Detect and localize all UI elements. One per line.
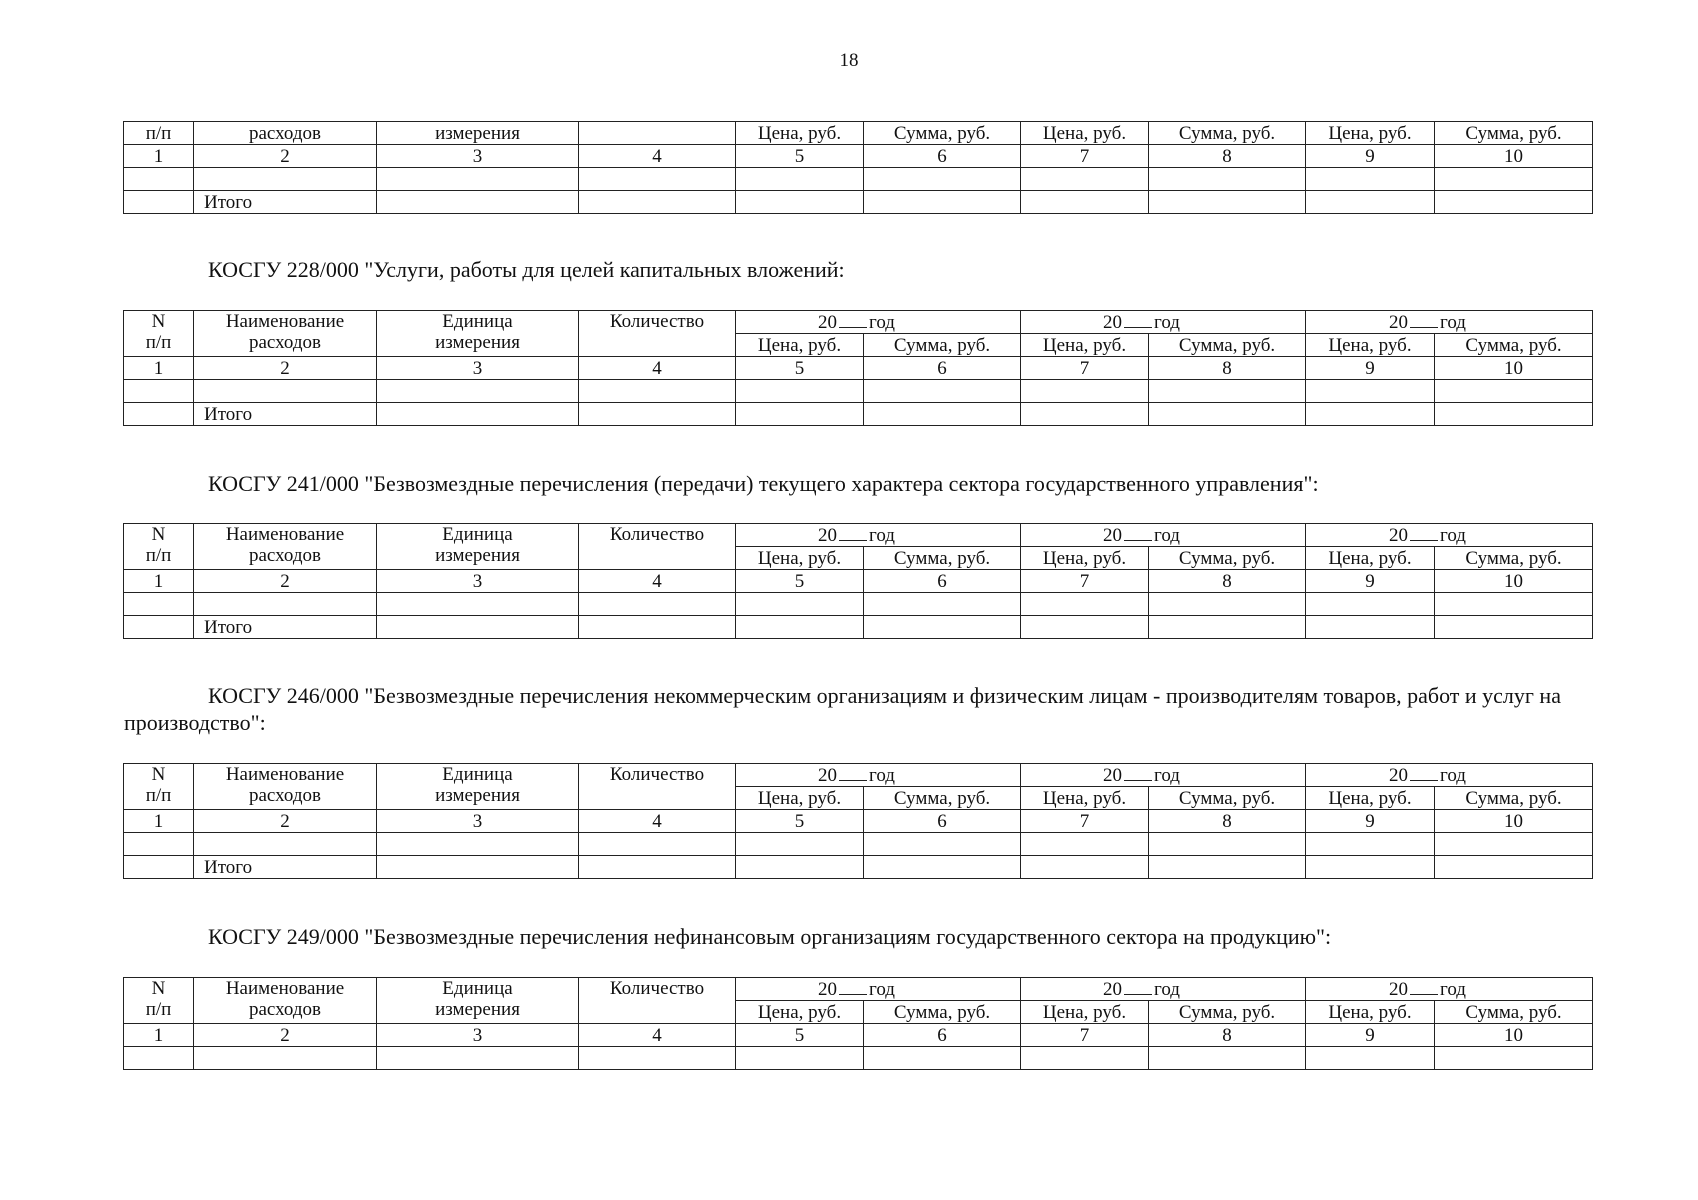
year-blank xyxy=(839,526,867,541)
empty-cell xyxy=(1149,856,1306,879)
column-number: 5 xyxy=(736,357,864,380)
empty-cell xyxy=(864,833,1021,856)
empty-cell xyxy=(1435,856,1593,879)
header-row xyxy=(124,122,1593,145)
empty-cell xyxy=(1021,616,1149,639)
column-number: 6 xyxy=(864,357,1021,380)
header-price: Цена, руб. xyxy=(1306,1001,1435,1024)
cost-table xyxy=(123,977,1593,1070)
header-unit xyxy=(377,764,579,810)
empty-row xyxy=(124,833,1593,856)
year-prefix: 20 xyxy=(818,524,837,546)
empty-cell xyxy=(579,403,736,426)
year-blank xyxy=(839,766,867,781)
header-qty: Количество xyxy=(579,764,736,810)
empty-cell xyxy=(377,403,579,426)
year-suffix: год xyxy=(869,764,895,786)
header-name-line1: Наименование xyxy=(225,311,345,332)
empty-cell xyxy=(864,168,1021,191)
column-number: 9 xyxy=(1306,570,1435,593)
total-row xyxy=(124,616,1593,639)
header-unit: измерения xyxy=(377,122,579,145)
total-row xyxy=(124,856,1593,879)
header-qty: Количество xyxy=(579,311,736,357)
column-number: 10 xyxy=(1435,357,1593,380)
header-unit-line2: измерения xyxy=(435,545,520,566)
section-heading: КОСГУ 249/000 "Безвозмездные перечисления нефинансовым организациям государственного сектора на продукцию": xyxy=(208,924,1332,949)
header-pp-label: п/п xyxy=(145,999,172,1020)
column-number: 3 xyxy=(377,145,579,168)
column-number: 4 xyxy=(579,810,736,833)
header-price: Цена, руб. xyxy=(1306,334,1435,357)
empty-cell xyxy=(1021,833,1149,856)
header-price: Цена, руб. xyxy=(1021,787,1149,810)
empty-cell xyxy=(1435,593,1593,616)
year-blank xyxy=(839,980,867,995)
header-name-line2: расходов xyxy=(249,785,321,806)
header-sum: Сумма, руб. xyxy=(864,334,1021,357)
empty-cell xyxy=(124,593,194,616)
empty-row xyxy=(124,380,1593,403)
empty-cell xyxy=(124,168,194,191)
header-name: расходов xyxy=(194,122,377,145)
empty-cell xyxy=(194,593,377,616)
empty-cell xyxy=(377,833,579,856)
year-prefix: 20 xyxy=(1389,524,1408,546)
header-sum: Сумма, руб. xyxy=(864,1001,1021,1024)
year-prefix: 20 xyxy=(818,764,837,786)
header-sum: Сумма, руб. xyxy=(864,547,1021,570)
year-prefix: 20 xyxy=(818,978,837,1000)
header-year xyxy=(1306,524,1593,547)
header-unit-line1: Единица xyxy=(442,524,513,545)
header-row xyxy=(124,524,1593,547)
empty-cell xyxy=(1021,856,1149,879)
section-heading: КОСГУ 246/000 "Безвозмездные перечисления некоммерческим организациям и физическим лицам - производителям товаров, работ и услуг на производство": xyxy=(124,683,1561,735)
header-unit xyxy=(377,978,579,1024)
empty-cell xyxy=(1149,593,1306,616)
column-number: 9 xyxy=(1306,810,1435,833)
total-label: Итого xyxy=(194,191,377,214)
header-price: Цена, руб. xyxy=(1021,1001,1149,1024)
year-prefix: 20 xyxy=(1103,524,1122,546)
empty-cell xyxy=(124,833,194,856)
empty-cell xyxy=(1306,168,1435,191)
empty-cell xyxy=(194,380,377,403)
header-sum: Сумма, руб. xyxy=(1435,547,1593,570)
header-n xyxy=(124,764,194,810)
year-suffix: год xyxy=(1154,524,1180,546)
empty-cell xyxy=(1306,403,1435,426)
empty-cell xyxy=(579,856,736,879)
header-sum: Сумма, руб. xyxy=(1149,547,1306,570)
empty-cell xyxy=(1021,593,1149,616)
header-name xyxy=(194,978,377,1024)
header-sum: Сумма, руб. xyxy=(1149,787,1306,810)
header-pp-label: п/п xyxy=(145,332,172,353)
empty-cell xyxy=(194,1047,377,1070)
empty-cell xyxy=(377,168,579,191)
column-number: 5 xyxy=(736,1024,864,1047)
total-label: Итого xyxy=(194,616,377,639)
header-n-label: N xyxy=(151,311,166,332)
empty-cell xyxy=(736,1047,864,1070)
empty-cell xyxy=(1306,191,1435,214)
column-number: 7 xyxy=(1021,1024,1149,1047)
empty-cell xyxy=(124,1047,194,1070)
empty-row xyxy=(124,168,1593,191)
year-blank xyxy=(1124,526,1152,541)
empty-cell xyxy=(1435,833,1593,856)
year-suffix: год xyxy=(1440,311,1466,333)
empty-cell xyxy=(864,191,1021,214)
empty-cell xyxy=(579,833,736,856)
total-row xyxy=(124,191,1593,214)
header-sum: Сумма, руб. xyxy=(864,787,1021,810)
total-row xyxy=(124,403,1593,426)
year-prefix: 20 xyxy=(1103,311,1122,333)
empty-cell xyxy=(1149,833,1306,856)
year-suffix: год xyxy=(1440,764,1466,786)
column-number: 6 xyxy=(864,145,1021,168)
empty-cell xyxy=(194,168,377,191)
header-name-line1: Наименование xyxy=(225,764,345,785)
header-unit xyxy=(377,524,579,570)
column-number: 6 xyxy=(864,570,1021,593)
empty-cell xyxy=(736,380,864,403)
header-sum: Сумма, руб. xyxy=(1435,334,1593,357)
header-pp-label: п/п xyxy=(145,545,172,566)
header-row xyxy=(124,978,1593,1001)
column-number: 3 xyxy=(377,570,579,593)
column-number: 7 xyxy=(1021,570,1149,593)
empty-cell xyxy=(1021,191,1149,214)
column-number: 3 xyxy=(377,1024,579,1047)
empty-cell xyxy=(579,616,736,639)
header-name xyxy=(194,524,377,570)
column-number: 1 xyxy=(124,145,194,168)
header-qty xyxy=(579,122,736,145)
column-number-row xyxy=(124,810,1593,833)
header-name-line1: Наименование xyxy=(225,524,345,545)
header-year xyxy=(736,311,1021,334)
empty-cell xyxy=(377,1047,579,1070)
section-heading: КОСГУ 241/000 "Безвозмездные перечисления (передачи) текущего характера сектора государственного управления": xyxy=(208,471,1319,496)
empty-cell xyxy=(579,593,736,616)
column-number-row xyxy=(124,1024,1593,1047)
empty-cell xyxy=(124,191,194,214)
empty-cell xyxy=(736,616,864,639)
header-sum: Сумма, руб. xyxy=(1435,787,1593,810)
header-qty: Количество xyxy=(579,524,736,570)
column-number-row xyxy=(124,145,1593,168)
header-unit-line2: измерения xyxy=(435,332,520,353)
header-unit-line1: Единица xyxy=(442,978,513,999)
empty-cell xyxy=(194,833,377,856)
empty-cell xyxy=(864,380,1021,403)
year-suffix: год xyxy=(869,978,895,1000)
year-prefix: 20 xyxy=(1103,978,1122,1000)
total-label: Итого xyxy=(194,856,377,879)
header-n-label: N xyxy=(151,764,166,785)
header-row xyxy=(124,764,1593,787)
header-qty: Количество xyxy=(579,978,736,1024)
empty-cell xyxy=(579,168,736,191)
empty-cell xyxy=(377,191,579,214)
header-year xyxy=(1306,311,1593,334)
empty-cell xyxy=(1021,1047,1149,1070)
column-number: 4 xyxy=(579,145,736,168)
year-suffix: год xyxy=(869,524,895,546)
empty-cell xyxy=(1306,1047,1435,1070)
empty-cell xyxy=(1435,616,1593,639)
header-price: Цена, руб. xyxy=(736,334,864,357)
column-number: 10 xyxy=(1435,570,1593,593)
header-unit-line1: Единица xyxy=(442,764,513,785)
header-sum: Сумма, руб. xyxy=(1149,122,1306,145)
empty-cell xyxy=(124,403,194,426)
empty-cell xyxy=(864,403,1021,426)
header-price: Цена, руб. xyxy=(1306,547,1435,570)
header-price: Цена, руб. xyxy=(736,787,864,810)
column-number: 9 xyxy=(1306,145,1435,168)
empty-cell xyxy=(1306,856,1435,879)
empty-cell xyxy=(579,1047,736,1070)
header-name-line2: расходов xyxy=(249,332,321,353)
year-prefix: 20 xyxy=(1103,764,1122,786)
column-number: 1 xyxy=(124,1024,194,1047)
column-number: 8 xyxy=(1149,1024,1306,1047)
column-number: 2 xyxy=(194,145,377,168)
column-number: 2 xyxy=(194,810,377,833)
empty-cell xyxy=(1435,191,1593,214)
header-price: Цена, руб. xyxy=(1306,787,1435,810)
year-suffix: год xyxy=(1154,764,1180,786)
year-blank xyxy=(1410,980,1438,995)
column-number: 7 xyxy=(1021,810,1149,833)
header-sum: Сумма, руб. xyxy=(1435,122,1593,145)
column-number: 10 xyxy=(1435,145,1593,168)
header-n xyxy=(124,978,194,1024)
year-blank xyxy=(1124,980,1152,995)
year-suffix: год xyxy=(1154,311,1180,333)
empty-row xyxy=(124,1047,1593,1070)
empty-cell xyxy=(736,833,864,856)
empty-cell xyxy=(1021,168,1149,191)
empty-cell xyxy=(864,616,1021,639)
empty-cell xyxy=(1149,191,1306,214)
empty-cell xyxy=(1306,593,1435,616)
year-prefix: 20 xyxy=(1389,311,1408,333)
column-number: 8 xyxy=(1149,145,1306,168)
column-number: 5 xyxy=(736,570,864,593)
year-blank xyxy=(1410,526,1438,541)
column-number: 9 xyxy=(1306,1024,1435,1047)
year-suffix: год xyxy=(1440,524,1466,546)
header-year xyxy=(1306,978,1593,1001)
header-price: Цена, руб. xyxy=(736,122,864,145)
column-number: 4 xyxy=(579,570,736,593)
year-blank xyxy=(839,313,867,328)
empty-cell xyxy=(864,593,1021,616)
empty-cell xyxy=(864,856,1021,879)
empty-row xyxy=(124,593,1593,616)
column-number: 5 xyxy=(736,145,864,168)
header-price: Цена, руб. xyxy=(736,547,864,570)
header-name-line2: расходов xyxy=(249,999,321,1020)
empty-cell xyxy=(1306,833,1435,856)
year-prefix: 20 xyxy=(1389,978,1408,1000)
header-year xyxy=(1021,978,1306,1001)
column-number: 6 xyxy=(864,1024,1021,1047)
header-year xyxy=(736,978,1021,1001)
empty-cell xyxy=(124,856,194,879)
column-number: 4 xyxy=(579,357,736,380)
empty-cell xyxy=(1435,380,1593,403)
year-suffix: год xyxy=(1440,978,1466,1000)
header-unit-line1: Единица xyxy=(442,311,513,332)
header-sum: Сумма, руб. xyxy=(1435,1001,1593,1024)
header-sum: Сумма, руб. xyxy=(1149,334,1306,357)
header-year xyxy=(736,764,1021,787)
header-price: Цена, руб. xyxy=(1306,122,1435,145)
column-number: 8 xyxy=(1149,570,1306,593)
header-name-line1: Наименование xyxy=(225,978,345,999)
header-year xyxy=(1021,311,1306,334)
empty-cell xyxy=(736,593,864,616)
year-blank xyxy=(1124,766,1152,781)
header-year xyxy=(1306,764,1593,787)
column-number-row xyxy=(124,570,1593,593)
column-number: 3 xyxy=(377,357,579,380)
column-number: 1 xyxy=(124,357,194,380)
header-n xyxy=(124,311,194,357)
header-n-label: N xyxy=(151,978,166,999)
header-pp-label: п/п xyxy=(145,785,172,806)
empty-cell xyxy=(124,616,194,639)
column-number-row xyxy=(124,357,1593,380)
header-name-line2: расходов xyxy=(249,545,321,566)
column-number: 2 xyxy=(194,1024,377,1047)
empty-cell xyxy=(377,856,579,879)
empty-cell xyxy=(736,403,864,426)
empty-cell xyxy=(1149,168,1306,191)
year-suffix: год xyxy=(869,311,895,333)
year-suffix: год xyxy=(1154,978,1180,1000)
empty-cell xyxy=(736,191,864,214)
empty-cell xyxy=(1149,380,1306,403)
empty-cell xyxy=(124,380,194,403)
cost-table-continued xyxy=(123,121,1593,214)
column-number: 4 xyxy=(579,1024,736,1047)
column-number: 7 xyxy=(1021,357,1149,380)
header-year xyxy=(1021,524,1306,547)
header-n-label: N xyxy=(151,524,166,545)
column-number: 2 xyxy=(194,570,377,593)
cost-table xyxy=(123,523,1593,639)
section-heading: КОСГУ 228/000 "Услуги, работы для целей капитальных вложений: xyxy=(208,257,845,282)
column-number: 2 xyxy=(194,357,377,380)
column-number: 1 xyxy=(124,810,194,833)
header-unit-line2: измерения xyxy=(435,785,520,806)
empty-cell xyxy=(1306,616,1435,639)
empty-cell xyxy=(736,856,864,879)
header-name xyxy=(194,764,377,810)
header-price: Цена, руб. xyxy=(1021,122,1149,145)
cost-table xyxy=(123,310,1593,426)
header-sum: Сумма, руб. xyxy=(1149,1001,1306,1024)
empty-cell xyxy=(736,168,864,191)
year-blank xyxy=(1410,766,1438,781)
column-number: 6 xyxy=(864,810,1021,833)
total-label: Итого xyxy=(194,403,377,426)
empty-cell xyxy=(1021,380,1149,403)
column-number: 5 xyxy=(736,810,864,833)
header-year xyxy=(1021,764,1306,787)
header-row xyxy=(124,311,1593,334)
empty-cell xyxy=(1435,403,1593,426)
header-name xyxy=(194,311,377,357)
year-prefix: 20 xyxy=(1389,764,1408,786)
header-price: Цена, руб. xyxy=(1021,547,1149,570)
empty-cell xyxy=(1021,403,1149,426)
cost-table xyxy=(123,763,1593,879)
column-number: 8 xyxy=(1149,810,1306,833)
empty-cell xyxy=(377,616,579,639)
page-number: 18 xyxy=(839,50,859,71)
empty-cell xyxy=(579,380,736,403)
empty-cell xyxy=(377,593,579,616)
empty-cell xyxy=(1306,380,1435,403)
column-number: 10 xyxy=(1435,1024,1593,1047)
empty-cell xyxy=(579,191,736,214)
empty-cell xyxy=(1435,1047,1593,1070)
column-number: 3 xyxy=(377,810,579,833)
column-number: 1 xyxy=(124,570,194,593)
header-year xyxy=(736,524,1021,547)
column-number: 7 xyxy=(1021,145,1149,168)
header-pp: п/п xyxy=(124,122,194,145)
column-number: 10 xyxy=(1435,810,1593,833)
empty-cell xyxy=(1149,1047,1306,1070)
empty-cell xyxy=(1435,168,1593,191)
header-unit xyxy=(377,311,579,357)
column-number: 9 xyxy=(1306,357,1435,380)
empty-cell xyxy=(864,1047,1021,1070)
year-blank xyxy=(1124,313,1152,328)
year-prefix: 20 xyxy=(818,311,837,333)
empty-cell xyxy=(377,380,579,403)
header-n xyxy=(124,524,194,570)
column-number: 8 xyxy=(1149,357,1306,380)
empty-cell xyxy=(1149,403,1306,426)
header-sum: Сумма, руб. xyxy=(864,122,1021,145)
header-price: Цена, руб. xyxy=(1021,334,1149,357)
header-unit-line2: измерения xyxy=(435,999,520,1020)
header-price: Цена, руб. xyxy=(736,1001,864,1024)
empty-cell xyxy=(1149,616,1306,639)
year-blank xyxy=(1410,313,1438,328)
